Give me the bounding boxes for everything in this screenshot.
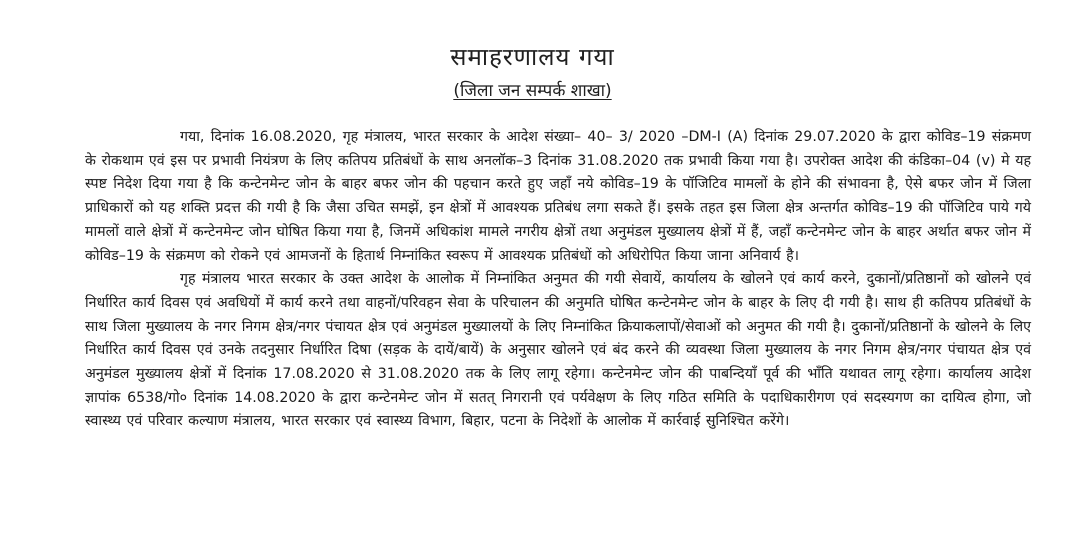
paragraph-1: गया, दिनांक 16.08.2020, गृह मंत्रालय, भारत सरकार के आदेश संख्या– 40– 3/ 2020 –DM-I (A) दिनांक 29.07.2020 के द्वारा कोविड–19 संक्रमण के रोकथाम एवं इस पर प्रभावी नियंत्रण के लिए कतिपय प्रतिबंधों के साथ अनलॉक–3 दिनांक 31.08.2020 तक प्रभावी किया गया है। उपरोक्त आदेश की कंडिका–04 (v) मे यह स्पष्ट निदेश दिया गया है कि कन्टेनमेन्ट जोन के बाहर बफर जोन की पहचान करते हुए जहाँ नये कोविड–19 के पॉजिटिव मामलों के होने की संभावना है, ऐसे बफर जोन में जिला प्राधिकारों को यह शक्ति प्रदत्त की गयी है कि जैसा उचित समझें, इन क्षेत्रों में आवश्यक प्रतिबंध लगा सकते हैं। इसके तहत इस जिला क्षेत्र अन्तर्गत कोविड–19 की पॉजिटिव पाये गये मामलों वाले क्षेत्रों में कन्टेनमेन्ट जोन घोषित किया गया है, जिनमें अधिकांश मामले नगरीय क्षेत्रों तथा अनुमंडल मुख्यालय क्षेत्रों में हैं, जहाँ कन्टेनमेन्ट जोन के बाहर अर्थात बफर जोन में कोविड–19 के संक्रमण को रोकने एवं आमजनों के हितार्थ निम्नांकित स्वरूप में आवश्यक प्रतिबंधों को अधिरोपित किया जाना अनिवार्य है। [85,129,1031,264]
office-title: समाहरणालय गया [450,43,615,71]
paragraph-2: गृह मंत्रालय भारत सरकार के उक्त आदेश के आलोक में निम्नांकित अनुमत की गयी सेवायें, कार्यालय के खोलने एवं कार्य करने, दुकानों/प्रतिष्ठानों को खोलने एवं निर्धारित कार्य दिवस एवं अवधियों में कार्य करने तथा वाहनों/परिवहन सेवा के परिचालन की अनुमति घोषित कन्टेनमेन्ट जोन के बाहर के लिए दी गयी है। साथ ही कतिपय प्रतिबंधों के साथ जिला मुख्यालय के नगर निगम क्षेत्र/नगर पंचायत क्षेत्र एवं अनुमंडल मुख्यालयों के लिए निम्नांकित क्रियाकलापों/सेवाओं को अनुमत की गयी है। दुकानों/प्रतिष्ठानों के खोलने के लिए निर्धारित कार्य दिवस एवं उनके तदनुसार निर्धारित दिषा (सड़क के दायें/बायें) के अनुसार खोलने एवं बंद करने की व्यवस्था जिला मुख्यालय के नगर निगम क्षेत्र/नगर पंचायत क्षेत्र एवं अनुमंडल मुख्यालय क्षेत्रों में दिनांक 17.08.2020 से 31.08.2020 तक के लिए लागू रहेगा। कन्टेनमेन्ट जोन की पाबन्दियाँ पूर्व की भाँति यथावत लागू रहेगा। कार्यालय आदेश ज्ञापांक 6538/गो० दिनांक 14.08.2020 के द्वारा कन्टेनमेन्ट जोन में सतत् निगरानी एवं पर्यवेक्षण के लिए गठित समिति के पदाधिकारीगण एवं सदस्यगण का दायित्व होगा, जो स्वास्थ्य एवं परिवार कल्याण मंत्रालय, भारत सरकार एवं स्वास्थ्य विभाग, बिहार, पटना के निदेशों के आलोक में कार्रवाई सुनिश्चित करेंगे। [85,271,1031,430]
document-body [85,126,1031,434]
office-subtitle [0,78,1065,101]
office-subtitle-text: (जिला जन सम्पर्क शाखा) [453,81,612,101]
